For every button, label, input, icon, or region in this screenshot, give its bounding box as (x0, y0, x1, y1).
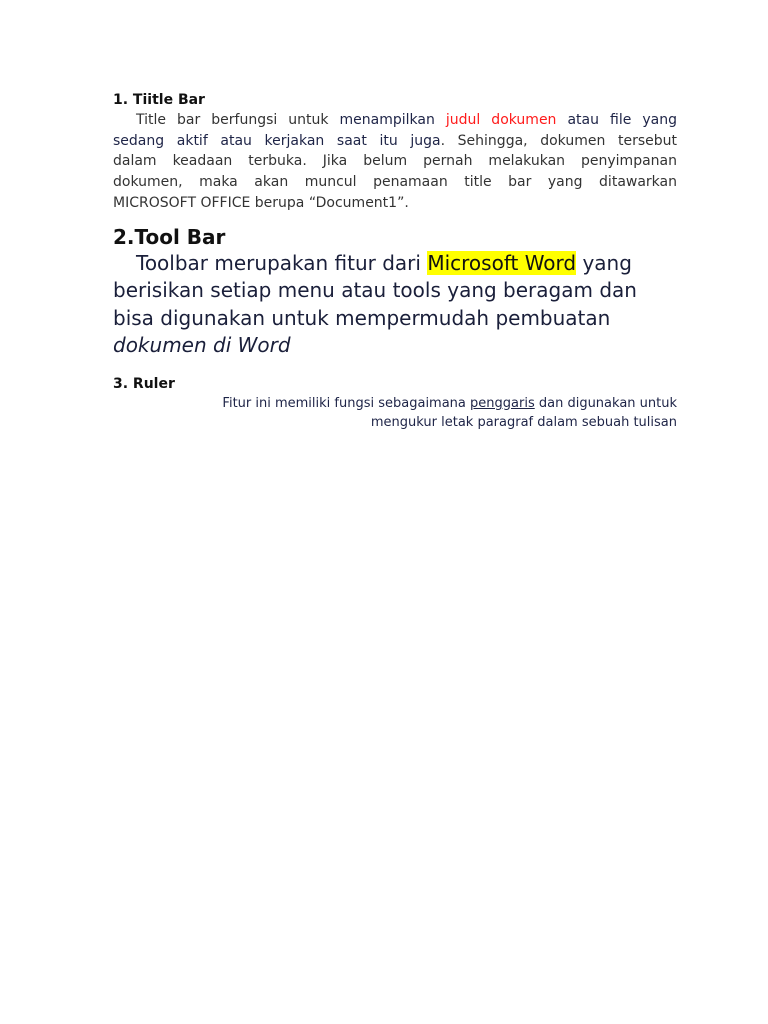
text-run: . Sehingga, dokumen tersebut (440, 132, 677, 149)
text-run: menampilkan (339, 112, 446, 128)
text-run: Title bar berfungsi untuk (136, 112, 340, 128)
text-run: yang (576, 250, 632, 275)
text-line: dalam keadaan terbuka. Jika belum pernah melakukan penyimpanan (113, 153, 677, 170)
text-line (113, 110, 677, 131)
text-run: atau file yang (556, 112, 677, 128)
text-run: dan digunakan untuk (534, 395, 677, 411)
highlighted-text: Microsoft Word (427, 250, 577, 275)
text-line: mengukur letak paragraf dalam sebuah tulisan (370, 414, 677, 430)
heading-tool-bar: 2.Tool Bar (113, 224, 226, 249)
heading-ruler: 3. Ruler (113, 375, 175, 392)
heading-title-bar: 1. Tiitle Bar (113, 92, 205, 108)
text-line: MICROSOFT OFFICE berupa “Document1”. (113, 194, 409, 211)
paragraph-tool-bar (113, 250, 677, 360)
underlined-text: penggaris (470, 395, 535, 411)
text-line: dokumen, maka akan muncul penamaan title bar yang ditawarkan (113, 174, 677, 191)
paragraph-title-bar (113, 110, 677, 214)
document-page (113, 90, 677, 432)
text-run: Toolbar merupakan fitur dari (136, 250, 428, 275)
text-run: Fitur ini memiliki fungsi sebagaimana (222, 395, 471, 411)
text-line: bisa digunakan untuk mempermudah pembuatan (113, 305, 611, 330)
text-run: sedang aktif atau kerjakan saat itu juga (113, 132, 441, 149)
paragraph-ruler (113, 394, 677, 432)
red-text-run: judul dokumen (445, 112, 557, 128)
text-line (113, 131, 677, 152)
text-line: berisikan setiap menu atau tools yang beragam dan (113, 278, 637, 303)
text-line (113, 250, 677, 278)
italic-text-line: dokumen di Word (113, 333, 291, 358)
text-line (113, 394, 677, 413)
